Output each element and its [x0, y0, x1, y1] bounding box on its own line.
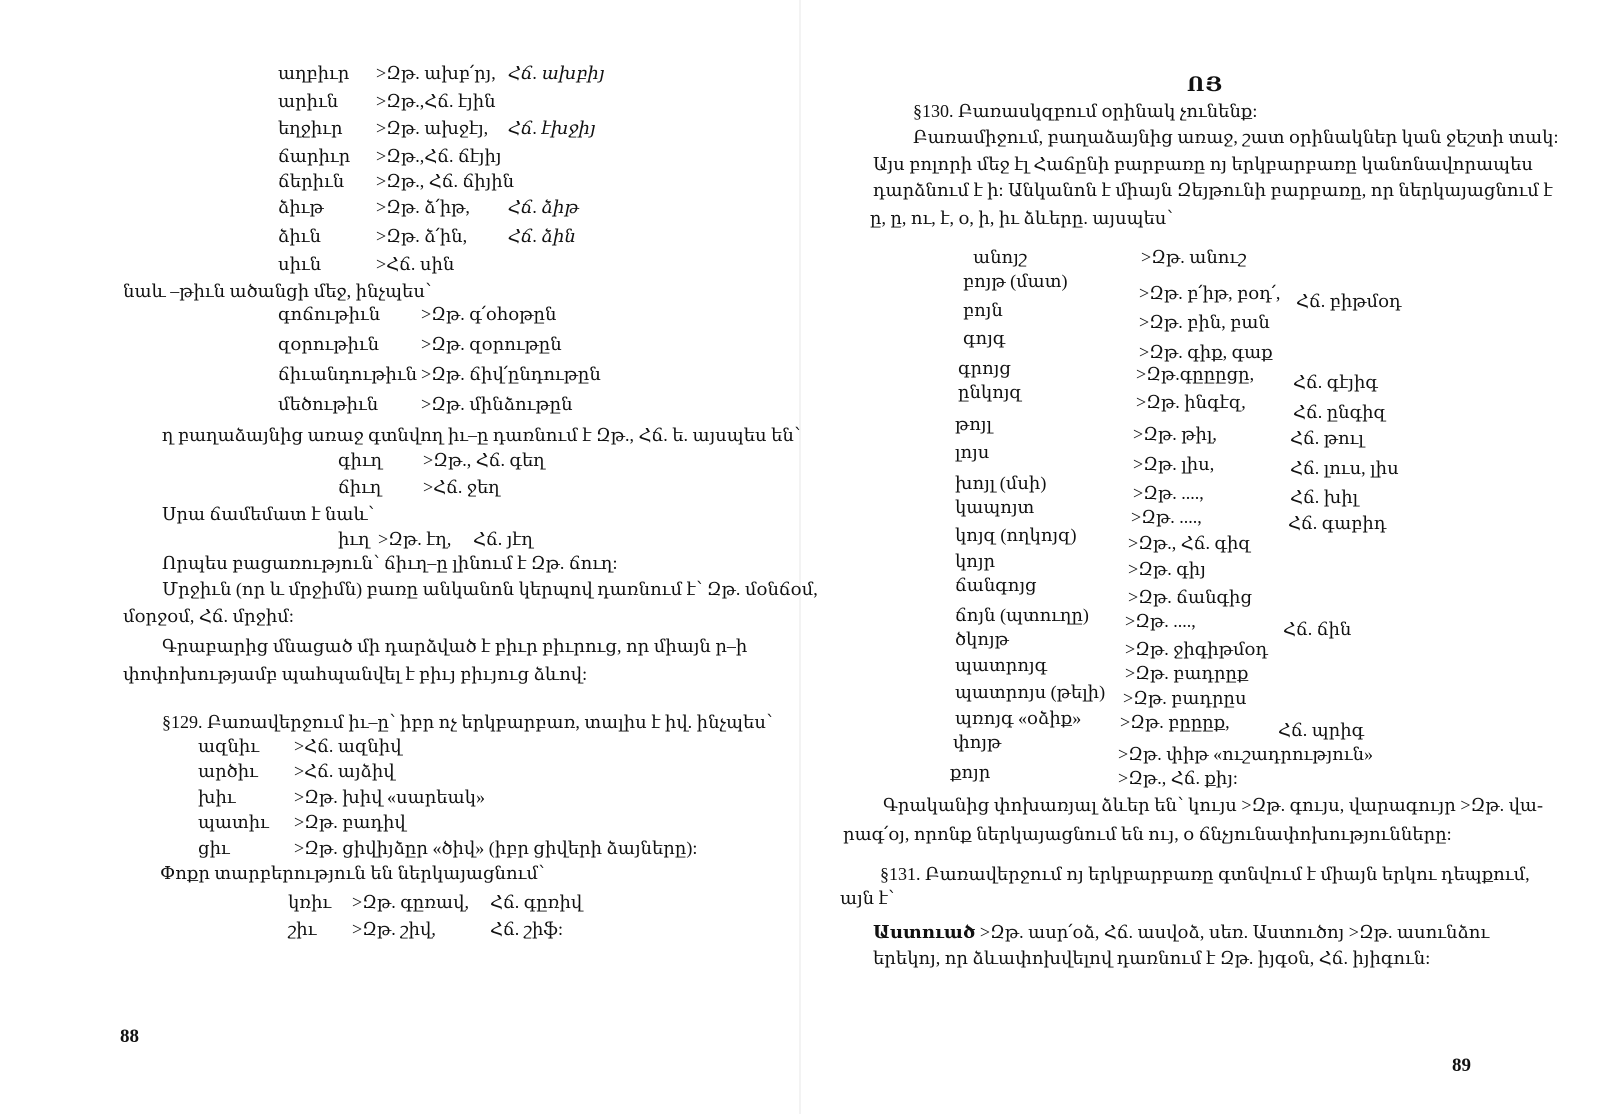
- paragraph-line: դարձնում է ի: Անկանոն է միայն Զեյթունի բարբառը, որ ներկայացնում է: [873, 180, 1553, 200]
- right-page: ՈՅ §130. Բառասկզբում օրինակ չունենք: Բառամիջում, բաղաձայնից առաջ, շատ օրինակներ կան ջեշտի տակ: Այս բոլորի մեջ էլ Հաճընի բարբառը ոյ երկբարբառը կանոնավորապես դարձնում է ի: Անկանոն է միայն Զեյթունի բարբառը, որ ներկայացնում է ը, ը, ու, է, օ, ի, իւ ձևերը. այսպես՝ անոյշ >Զթ. անուշ բոյթ (մատ) >Զթ. բ՛իթ, բօդ՛, Հճ. բիթմօդ բոյն >Զթ. բին, բան գոյգ >Զթ. գիք, գաք գրոյց >Զթ.գըըըցը, Հճ. գէյիգ ընկոյզ >Զթ. ինգէզ, Հճ. ընգիզ թոյլ >Զթ. թիլ, Հճ. թուլ լոյս >Զթ. լիս, Հճ. լուս, լիս խոյլ (մսի) >Զթ. ...., Հճ. խիլ կապոյտ >Զթ. ...., Հճ. գաբիդ կոյզ (ողկոյզ) >Զթ., Հճ. գիզ կոյր >Զթ. գիյ ճանգոյց >Զթ. ճանգից ճոյն (պտուղը) >Զթ. ...., Հճ. ճին ծկոյթ >Զթ. ջիգիթմօդ պատրոյգ >Զթ. բադրըք պատրոյս (թելի) >Զթ. բադրըս պռոյգ «օձիք» >Զթ. բըըըք, Հճ. պրիգ փոյթ >Զթ. փիթ «ուշադրություն» քոյր >Զթ., Հճ. քիյ: Գրականից փոխառյալ ձևեր են՝ կույս >Զթ. գույս, վարագույր >Զթ. վա- րագ՛օյ, որոնք ներկայացնում են ույ, օ ճնչյունափոխությունները: §131. Բառավերջում ոյ երկբարբառը գտնվում է միայն երկու դեպքում, այն է՝ Աստուած >Զթ. ասր՛օձ, Հճ. ասվօձ, սեռ. Աստուծոյ >Զթ. ասունձու երեկոյ, որ ձևափոխվելով դառնում է Զթ. իյգօն, Հճ. իյիգուն: 89: [840, 74, 1559, 1076]
- paragraph-line: Որպես բացառություն՝ ճիւղ–ը լինում է Զթ. ճուղ:: [162, 553, 618, 573]
- bold-term: Աստուած: [873, 922, 976, 942]
- paragraph-line: Փոքր տարբերություն են ներկայացնում՝: [160, 863, 545, 883]
- paragraph-line: Գրաբարից մնացած մի դարձված է բիւր բիւրուց, որ միայն ր–ի: [162, 636, 748, 656]
- section-131-heading: §131. Բառավերջում ոյ երկբարբառը գտնվում է միայն երկու դեպքում,: [880, 864, 1530, 884]
- paragraph-line: Մրջիւն (որ և մրջիմն) բառը անկանոն կերպով դառնում է՝ Զթ. մօնճօմ,: [162, 579, 818, 599]
- section-heading: ՈՅ: [1187, 74, 1224, 96]
- paragraph-line: մօրջօմ, Հճ. մրջիմ:: [123, 606, 294, 626]
- paragraph-line: Սրա ճամեմատ է նաև՝: [162, 504, 375, 524]
- paragraph-line: Այս բոլորի մեջ էլ Հաճընի բարբառը ոյ երկբարբառը կանոնավորապես: [873, 154, 1533, 174]
- section-130-heading: §130. Բառասկզբում օրինակ չունենք:: [913, 101, 1258, 121]
- paragraph-line: ը, ը, ու, է, օ, ի, իւ ձևերը. այսպես՝: [870, 208, 1173, 228]
- paragraph-line: փոփոխությամբ պահպանվել է բիւյ բիւյուց ձևով:: [123, 664, 588, 684]
- section-129-heading: §129. Բառավերջում իւ–ը՝ իբր ոչ երկբարբառ, տալիս է իվ. ինչպես՝: [162, 712, 773, 732]
- left-page: աղբիւր >Զթ. ախբ՛րյ, Հճ. ախբիյ արիւն >Զթ.,Հճ. էյին եղջիւր >Զթ. ախջէյ, Հճ. էխջիյ ճարիւր >Զթ.,Հճ. ճէյիյ ճերիւն >Զթ., Հճ. ճիյին ձիւթ >Զթ. ձ՛իթ, Հճ. ձիթ ձիւն >Զթ. ձ՛ին, Հճ. ձին սիւն >Հճ. սին նաև –թիւն ածանցի մեջ, ինչպես՝ գոճութիւն >Զթ. գ՛օհօթըն զօրութիւն >Զթ. զօրութըն ճիւանդութիւն >Զթ. ճիվ՛ընդութըն մեծութիւն >Զթ. մինձութըն ղ բաղաձայնից առաջ գտնվող իւ–ը դառնում է Զթ., Հճ. ե. այսպես են՝ գիւղ >Զթ., Հճ. գեղ ճիւղ >Հճ. ջեղ Սրա ճամեմատ է նաև՝ իւղ >Զթ. էղ, Հճ. յէղ Որպես բացառություն՝ ճիւղ–ը լինում է Զթ. ճուղ: Մրջիւն (որ և մրջիմն) բառը անկանոն կերպով դառնում է՝ Զթ. մօնճօմ, մօրջօմ, Հճ. մրջիմ: Գրաբարից մնացած մի դարձված է բիւր բիւրուց, որ միայն ր–ի փոփոխությամբ պահպանվել է բիւյ բիւյուց ձևով: §129. Բառավերջում իւ–ը՝ իբր ոչ երկբարբառ, տալիս է իվ. ինչպես՝ ազնիւ >Հճ. ազնիվ արծիւ >Հճ. այձիվ խիւ >Զթ. խիվ «սարեակ» պատիւ >Զթ. բադիվ ցիւ >Զթ. ցիվիյձըր «ծիվ» (իբր ցիվերի ձայները): Փոքր տարբերություն են ներկայացնում՝ կռիւ >Զթ. գըռավ, Հճ. գըռիվ շիւ >Զթ. շիվ, Հճ. շիֆ: 88: [120, 63, 818, 1047]
- paragraph-line: Աստուած >Զթ. ասր՛օձ, Հճ. ասվօձ, սեռ. Աստուծոյ >Զթ. ասունձու: [873, 922, 1490, 942]
- paragraph-line: ղ բաղաձայնից առաջ գտնվող իւ–ը դառնում է Զթ., Հճ. ե. այսպես են՝: [162, 425, 801, 445]
- paragraph-line: Բառամիջում, բաղաձայնից առաջ, շատ օրինակներ կան ջեշտի տակ:: [913, 127, 1559, 147]
- paragraph-line: երեկոյ, որ ձևափոխվելով դառնում է Զթ. իյգօն, Հճ. իյիգուն:: [873, 948, 1431, 968]
- page-number: 88: [120, 1026, 139, 1047]
- paragraph-line: րագ՛օյ, որոնք ներկայացնում են ույ, օ ճնչյունափոխությունները:: [843, 824, 1452, 844]
- paragraph-line: այն է՝: [840, 888, 895, 908]
- paragraph-line: նաև –թիւն ածանցի մեջ, ինչպես՝: [123, 281, 432, 301]
- page-number: 89: [1452, 1055, 1471, 1076]
- paragraph-line: Գրականից փոխառյալ ձևեր են՝ կույս >Զթ. գույս, վարագույր >Զթ. վա-: [883, 795, 1543, 815]
